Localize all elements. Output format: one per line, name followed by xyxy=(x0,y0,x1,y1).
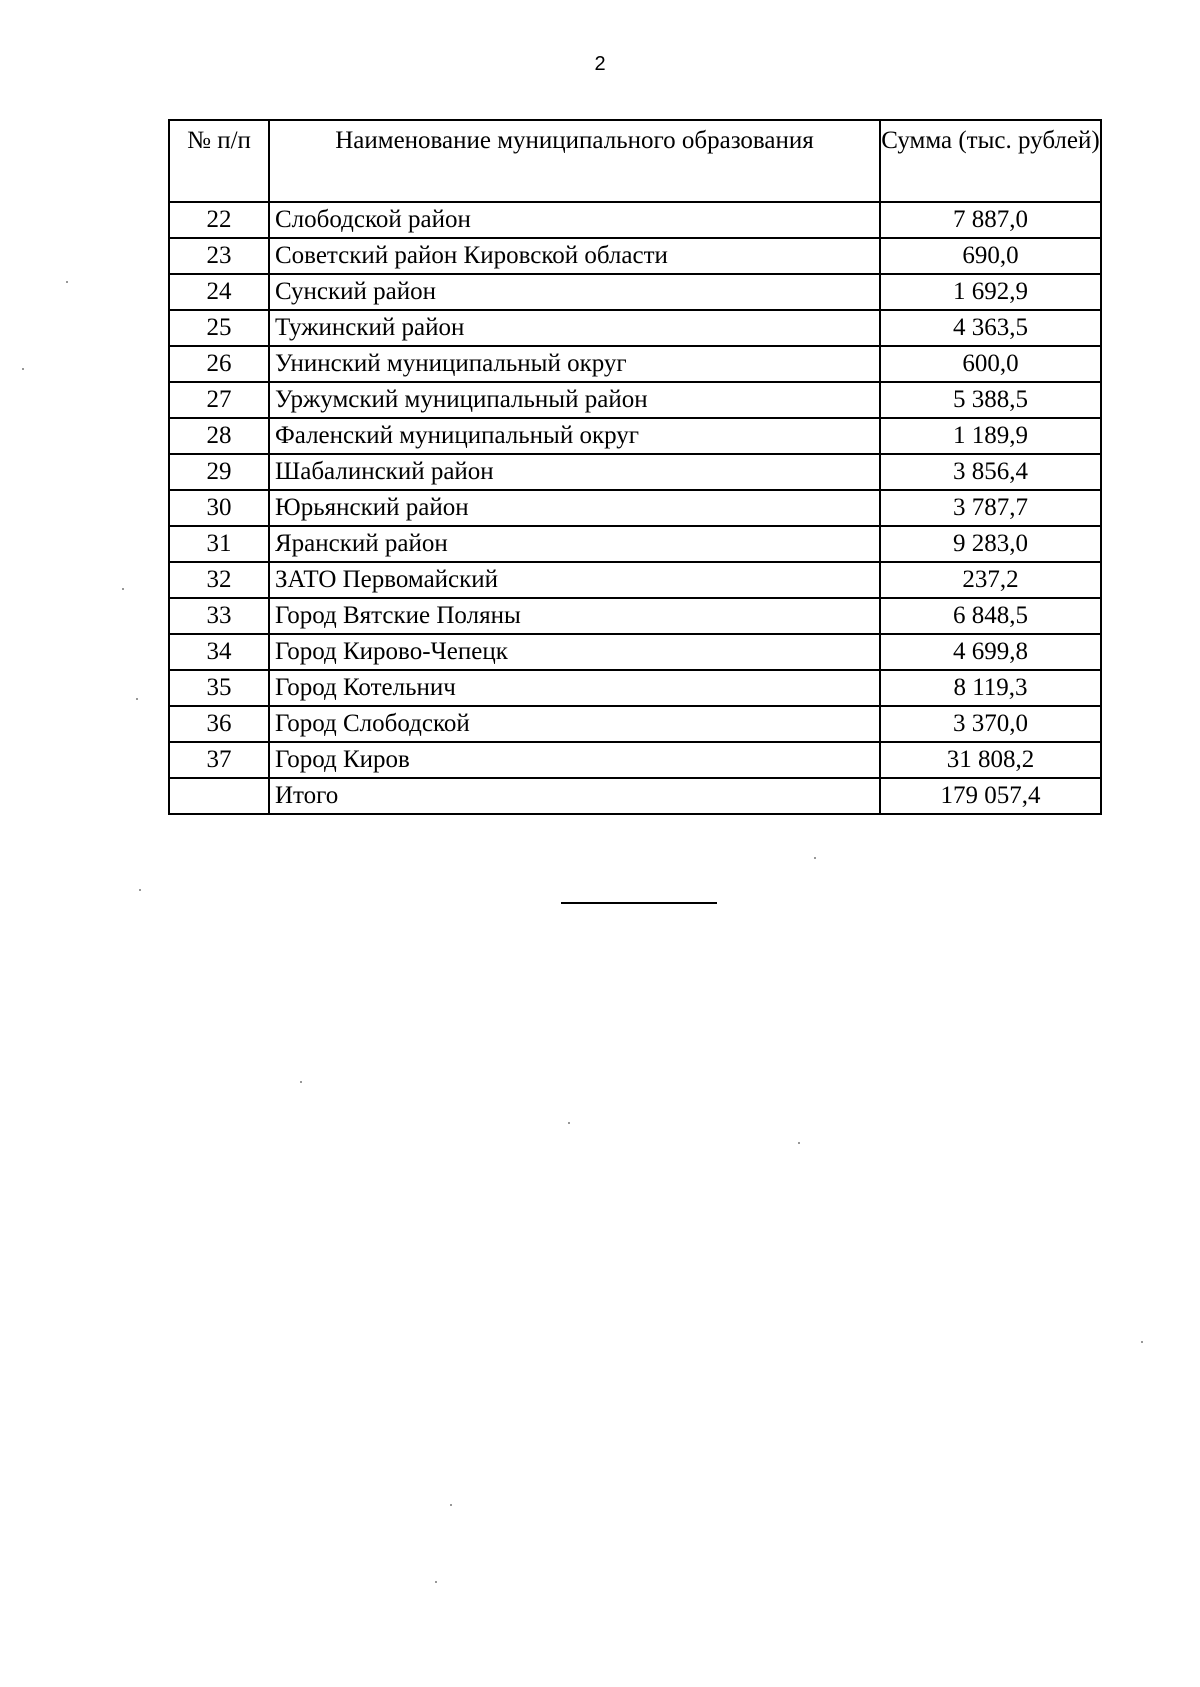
table-row xyxy=(169,526,1101,562)
table-row xyxy=(169,598,1101,634)
scan-speck xyxy=(450,1504,452,1506)
scan-speck xyxy=(568,1122,570,1124)
total-row xyxy=(169,778,1101,814)
table-row xyxy=(169,238,1101,274)
table-body xyxy=(169,202,1101,814)
table-row xyxy=(169,706,1101,742)
cell-num: 26 xyxy=(169,346,269,382)
cell-sum: 4 363,5 xyxy=(880,310,1101,346)
cell-sum: 179 057,4 xyxy=(880,778,1101,814)
cell-sum: 1 189,9 xyxy=(880,418,1101,454)
cell-name: Город Слободской xyxy=(269,706,880,742)
cell-sum: 5 388,5 xyxy=(880,382,1101,418)
cell-sum: 1 692,9 xyxy=(880,274,1101,310)
cell-num: 34 xyxy=(169,634,269,670)
table-row xyxy=(169,418,1101,454)
cell-name: Яранский район xyxy=(269,526,880,562)
scan-speck xyxy=(66,281,68,283)
table-row xyxy=(169,742,1101,778)
cell-num: 35 xyxy=(169,670,269,706)
cell-name: Итого xyxy=(269,778,880,814)
cell-num: 22 xyxy=(169,202,269,238)
cell-sum: 690,0 xyxy=(880,238,1101,274)
cell-name: Шабалинский район xyxy=(269,454,880,490)
cell-name: Город Кирово-Чепецк xyxy=(269,634,880,670)
table-row xyxy=(169,562,1101,598)
header-sum: Сумма (тыс. рублей) xyxy=(880,120,1101,202)
cell-sum: 8 119,3 xyxy=(880,670,1101,706)
cell-name: Уржумский муниципальный район xyxy=(269,382,880,418)
cell-num: 25 xyxy=(169,310,269,346)
table-row xyxy=(169,454,1101,490)
table-row xyxy=(169,634,1101,670)
header-num: № п/п xyxy=(169,120,269,202)
cell-num: 27 xyxy=(169,382,269,418)
cell-num: 32 xyxy=(169,562,269,598)
table-row xyxy=(169,382,1101,418)
scan-speck xyxy=(22,368,24,370)
scan-speck xyxy=(814,857,816,859)
allocation-table xyxy=(168,119,1102,815)
table-row xyxy=(169,346,1101,382)
cell-num: 24 xyxy=(169,274,269,310)
scan-speck xyxy=(435,1581,437,1583)
cell-sum: 3 370,0 xyxy=(880,706,1101,742)
cell-name: Город Киров xyxy=(269,742,880,778)
cell-sum: 3 787,7 xyxy=(880,490,1101,526)
cell-num: 37 xyxy=(169,742,269,778)
cell-num: 28 xyxy=(169,418,269,454)
cell-num xyxy=(169,778,269,814)
cell-num: 23 xyxy=(169,238,269,274)
cell-sum: 3 856,4 xyxy=(880,454,1101,490)
cell-sum: 7 887,0 xyxy=(880,202,1101,238)
cell-name: Город Вятские Поляны xyxy=(269,598,880,634)
cell-sum: 600,0 xyxy=(880,346,1101,382)
cell-name: Унинский муниципальный округ xyxy=(269,346,880,382)
cell-name: Юрьянский район xyxy=(269,490,880,526)
cell-num: 36 xyxy=(169,706,269,742)
table-row xyxy=(169,490,1101,526)
scan-speck xyxy=(122,588,124,590)
cell-name: Город Котельнич xyxy=(269,670,880,706)
table-row xyxy=(169,310,1101,346)
cell-num: 33 xyxy=(169,598,269,634)
cell-name: Тужинский район xyxy=(269,310,880,346)
table-row xyxy=(169,274,1101,310)
cell-num: 29 xyxy=(169,454,269,490)
table-row xyxy=(169,202,1101,238)
cell-name: Фаленский муниципальный округ xyxy=(269,418,880,454)
cell-sum: 9 283,0 xyxy=(880,526,1101,562)
cell-name: ЗАТО Первомайский xyxy=(269,562,880,598)
scan-speck xyxy=(300,1081,302,1083)
table-row xyxy=(169,670,1101,706)
cell-sum: 237,2 xyxy=(880,562,1101,598)
closing-rule xyxy=(561,902,717,904)
cell-name: Слободской район xyxy=(269,202,880,238)
cell-num: 30 xyxy=(169,490,269,526)
cell-num: 31 xyxy=(169,526,269,562)
table-header xyxy=(169,120,1101,202)
cell-sum: 31 808,2 xyxy=(880,742,1101,778)
header-name: Наименование муниципального образования xyxy=(269,120,880,202)
scan-speck xyxy=(139,889,141,891)
cell-name: Советский район Кировской области xyxy=(269,238,880,274)
cell-sum: 4 699,8 xyxy=(880,634,1101,670)
scan-speck xyxy=(136,698,138,700)
scan-speck xyxy=(1141,1341,1143,1343)
cell-sum: 6 848,5 xyxy=(880,598,1101,634)
scan-speck xyxy=(798,1142,800,1144)
cell-name: Сунский район xyxy=(269,274,880,310)
page-number: 2 xyxy=(594,53,606,75)
header-row xyxy=(169,120,1101,202)
